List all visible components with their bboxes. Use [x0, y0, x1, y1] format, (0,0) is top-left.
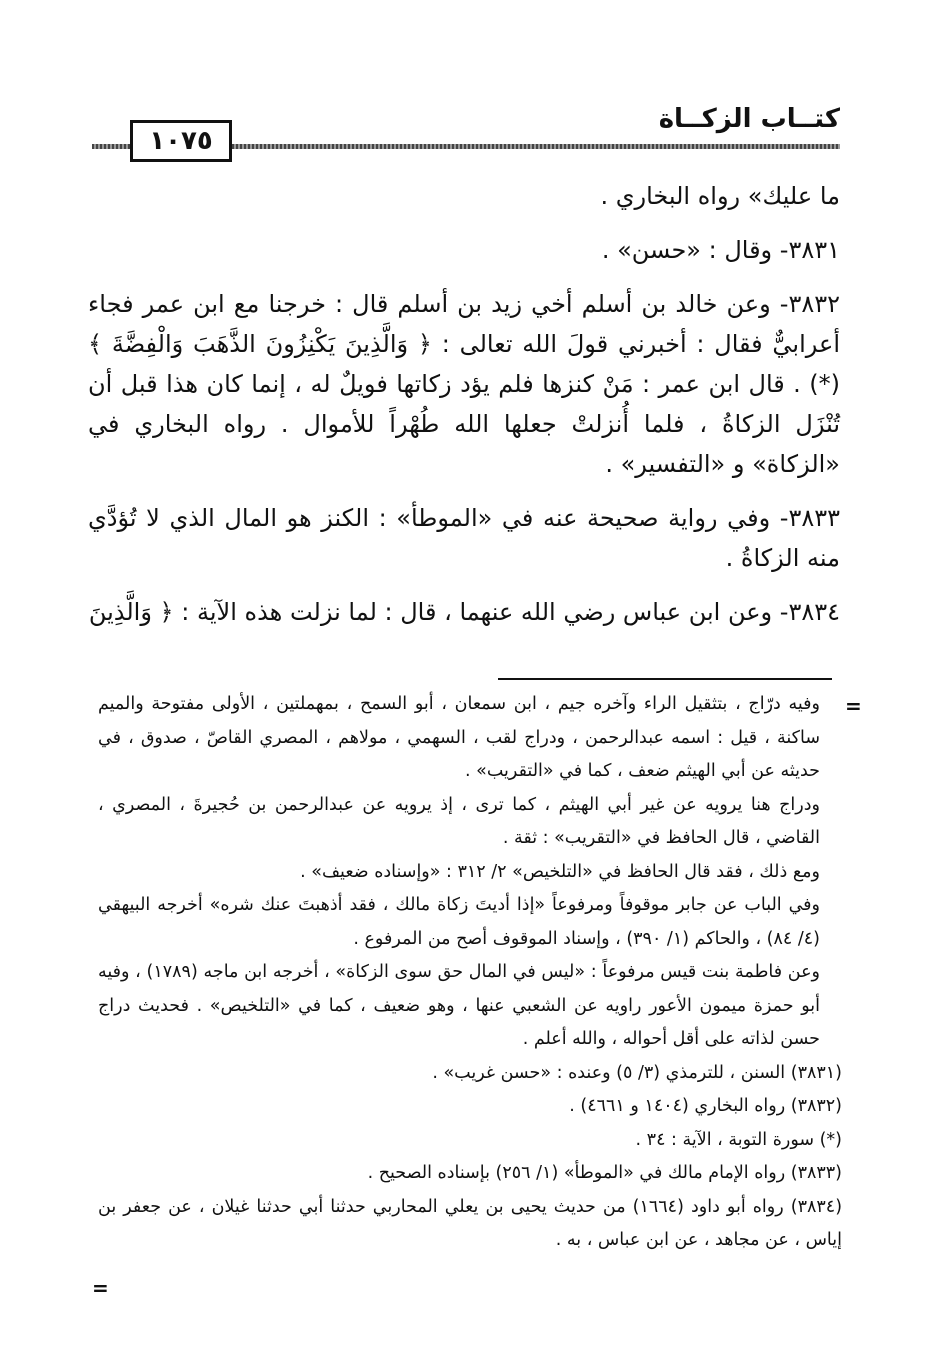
main-text: [88, 176, 840, 646]
footnote-line: وعن فاطمة بنت قيس مرفوعاً : «ليس في المال حق سوى الزكاة» ، أخرجه ابن ماجه (١٧٨٩) ، وفيه أبو حمزة ميمون الأعور راويه عن الشعبي عنها ، وهو ضعيف ، كما في «التلخيص» . فحديث دراج حسن لذاته على أقل أحواله ، والله أعلم .: [98, 962, 820, 1049]
footnote-line: (٣٨٣٤) رواه أبو داود (١٦٦٤) من حديث يحيى بن يعلي المحاربي حدثنا أبي حدثنا غيلان ، عن جعفر بن إياس ، عن مجاهد ، عن ابن عباس ، به .: [98, 1196, 843, 1250]
footnote-line: ومع ذلك ، فقد قال الحافظ في «التلخيص» ٢/ ٣١٢ : «وإسناده ضعيف» .: [300, 861, 820, 882]
paragraph: ٣٨٣٣- وفي رواية صحيحة عنه في «الموطأ» : الكنز هو المال الذي لا تُؤدَّي منه الزكاةُ .: [88, 504, 840, 572]
page-number: ١٠٧٥: [130, 120, 232, 162]
footnote-line: (٣٨٣١) السنن ، للترمذي (٣/ ٥) وعنده : «حسن غريب» .: [432, 1062, 842, 1083]
paragraph: ما عليك» رواه البخاري .: [600, 182, 840, 210]
footnote-line: وفي الباب عن جابر موقوفاً ومرفوعاً «إذا أديتَ زكاة مالك ، فقد أذهبتَ عنك شره» أخرجه البيهقي (٤/ ٨٤) ، والحاكم (١/ ٣٩٠) ، وإسناد الموقوف أصح من المرفوع .: [98, 895, 820, 949]
footnote-divider: [498, 678, 832, 680]
paragraph: ٣٨٣١- وقال : «حسن» .: [601, 236, 840, 264]
paragraph: ٣٨٣٤- وعن ابن عباس رضي الله عنهما ، قال : لما نزلت هذه الآية : ﴿ وَالَّذِينَ: [88, 598, 840, 626]
footnote-line: ودراج هنا يرويه عن غير أبي الهيثم ، كما ترى ، إذ يرويه عن عبدالرحمن بن حُجيرةَ ، المصري ، القاضي ، قال الحافظ في «التقريب» : ثقة .: [98, 794, 820, 848]
continuation-mark-top: =: [845, 694, 862, 718]
footnote-line: (٣٨٣٢) رواه البخاري (١٤٠٤ و ٤٦٦١) .: [569, 1096, 842, 1116]
page-header: [92, 100, 840, 160]
footnotes: [98, 688, 842, 1258]
continuation-mark-bottom: =: [92, 1276, 109, 1300]
footnote-line: وفيه درّاج ، بتثقيل الراء وآخره جيم ، ابن سمعان ، أبو السمح ، بمهملتين ، الأولى مفتوحة والميم ساكنة ، قيل : اسمه عبدالرحمن ، ودراج لقب ، السهمي ، مولاهم ، المصري القاصّ ، صدوق ، في حديثه عن أبي الهيثم ضعف ، كما في «التقريب» .: [98, 694, 820, 781]
book-title: كتــاب الزكــاة: [658, 104, 840, 134]
footnote-line: (*) سورة التوبة ، الآية : ٣٤ .: [635, 1129, 842, 1150]
paragraph: ٣٨٣٢- وعن خالد بن أسلم أخي زيد بن أسلم قال : خرجنا مع ابن عمر فجاء أعرابيٌّ فقال : أخبرني قولَ الله تعالى : ﴿ وَالَّذِينَ يَكْنِزُونَ الذَّهَبَ وَالْفِضَّةَ ﴾(*) . قال ابن عمر : مَنْ كنزها فلم يؤد زكاتها فويلٌ له ، إنما كان هذا قبل أن تُنْزَل الزكاةُ ، فلما أُنزلتْ جعلها الله طُهْراً للأموال . رواه البخاري في «الزكاة» و «التفسير» .: [88, 290, 840, 478]
footnote-line: (٣٨٣٣) رواه الإمام مالك في «الموطأ» (١/ ٢٥٦) بإسناده الصحيح .: [367, 1163, 842, 1183]
